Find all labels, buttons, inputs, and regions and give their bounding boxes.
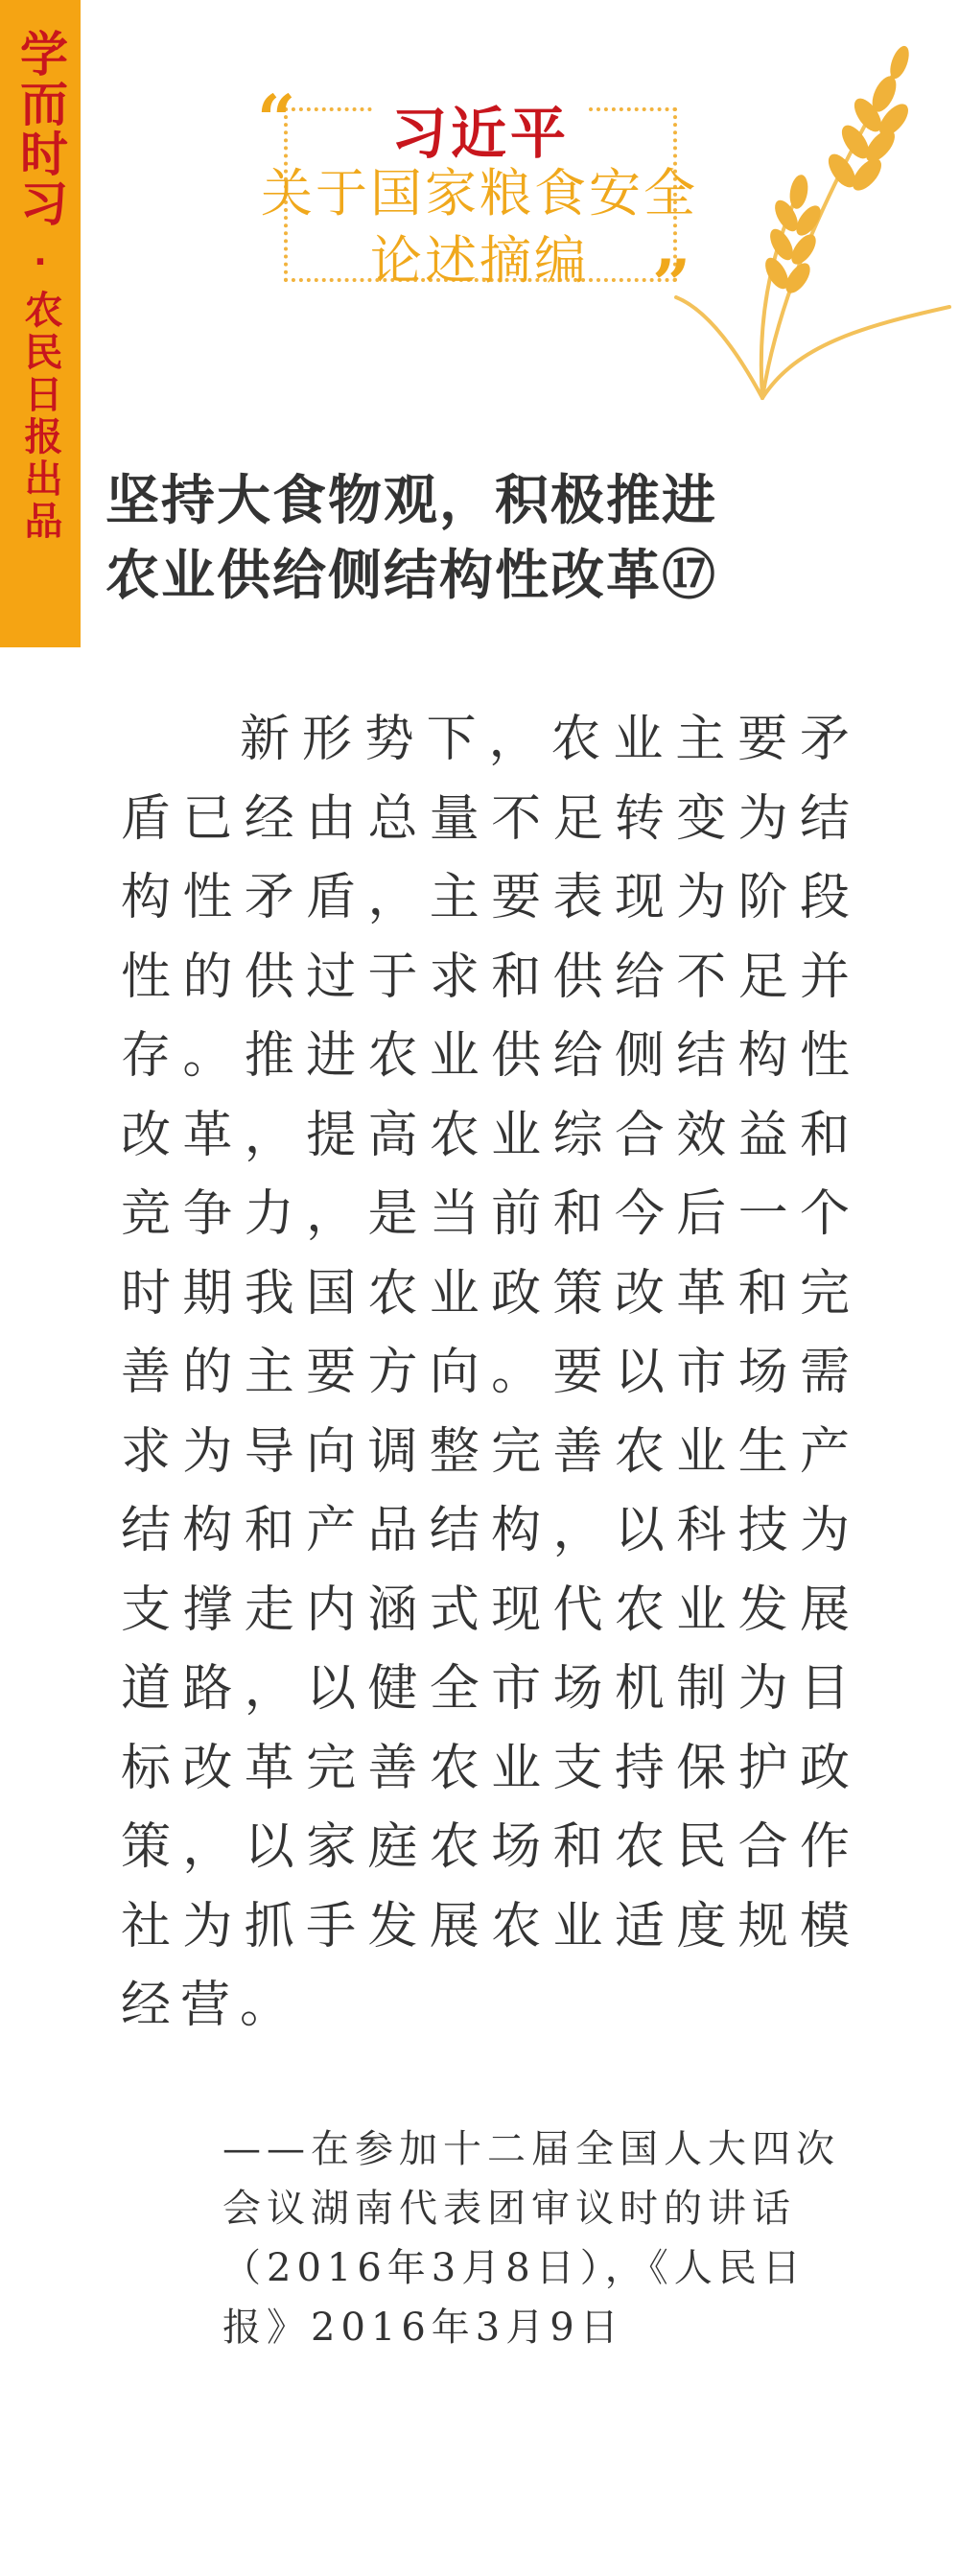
close-quote-mark: ”: [652, 245, 691, 324]
wheat-icon: [671, 19, 959, 403]
series-label: 学而时习: [12, 29, 68, 228]
header-subtitle-line2: 论述摘编: [370, 230, 589, 291]
side-banner: [0, 0, 81, 647]
open-quote-mark: “: [257, 80, 296, 159]
article-title-line1: 坚持大食物观，积极推进: [105, 470, 717, 532]
header-name: [284, 88, 677, 169]
citation: ——在参加十二届全国人大四次会议湖南代表团审议时的讲话（2016年3月8日），《人民日报》2016年3月9日: [222, 2127, 840, 2350]
header-name-text: 习近平: [374, 101, 587, 166]
header-subtitle-line1: 关于国家粮食安全: [261, 163, 698, 223]
article-body: 新形势下，农业主要矛盾已经由总量不足转变为结构性矛盾，主要表现为阶段性的供过于求和供给不足并存。推进农业供给侧结构性改革，提高农业综合效益和竞争力，是当前和今后一个时期我国农业政策改革和完善的主要方向。要以市场需求为导向调整完善农业生产结构和产品结构，以科技为支撑走内涵式现代农业发展道路，以健全市场机制为目标改革完善农业支持保护政策，以家庭农场和农民合作社为抓手发展农业适度规模经营。: [121, 711, 859, 2034]
article-title-line2: 农业供给侧结构性改革⑰: [105, 545, 717, 607]
source-label: 农民日报出品: [18, 290, 62, 543]
banner-separator: ·: [34, 243, 47, 282]
article-title: [105, 464, 949, 614]
